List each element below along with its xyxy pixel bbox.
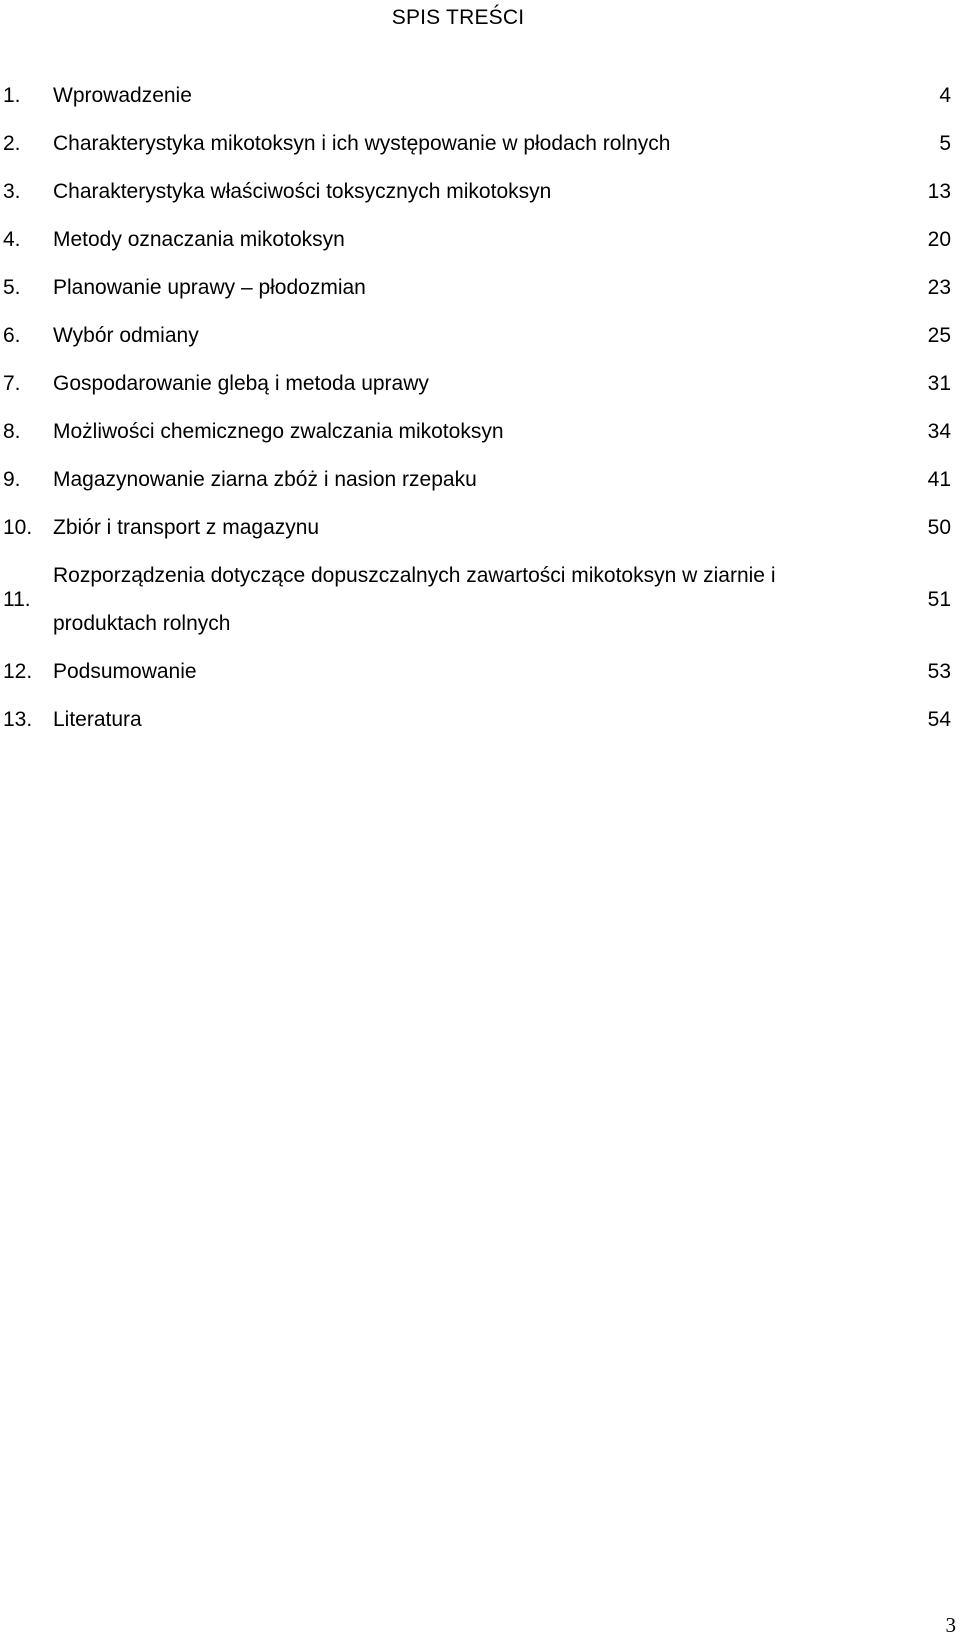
toc-entry-page: 13 bbox=[927, 180, 951, 203]
toc-entry-page: 31 bbox=[927, 372, 951, 395]
toc-entry-title: Charakterystyka mikotoksyn i ich występowanie w płodach rolnych bbox=[53, 132, 671, 155]
toc-entry-number: 13. bbox=[3, 708, 33, 731]
toc-entry bbox=[0, 168, 960, 216]
toc-entry-page: 5 bbox=[939, 132, 951, 155]
toc-entry-title: Literatura bbox=[53, 708, 142, 731]
toc-entry-title: Wybór odmiany bbox=[53, 324, 199, 347]
toc-entry-title: Gospodarowanie glebą i metoda uprawy bbox=[53, 372, 429, 395]
toc-entry-page: 25 bbox=[927, 324, 951, 347]
toc-entry bbox=[0, 360, 960, 408]
toc-entry-number: 3. bbox=[3, 180, 21, 203]
toc-entry-number: 12. bbox=[3, 660, 33, 683]
toc-entry bbox=[0, 312, 960, 360]
toc-entry-number: 4. bbox=[3, 228, 21, 251]
toc-entry-number: 9. bbox=[3, 468, 21, 491]
toc-entry-title: Magazynowanie ziarna zbóż i nasion rzepaku bbox=[53, 468, 477, 491]
toc-entry-title: Wprowadzenie bbox=[53, 84, 192, 107]
toc-entry-number: 11. bbox=[3, 588, 31, 611]
toc-entry bbox=[0, 504, 960, 552]
toc-entry bbox=[0, 216, 960, 264]
toc-entry bbox=[0, 648, 960, 696]
toc-entry-number: 6. bbox=[3, 324, 21, 347]
toc-entry bbox=[0, 696, 960, 744]
toc-entry-page: 51 bbox=[927, 588, 951, 611]
toc-entry-title: Planowanie uprawy – płodozmian bbox=[53, 276, 366, 299]
toc-entry-page: 54 bbox=[927, 708, 951, 731]
toc-entry-page: 50 bbox=[927, 516, 951, 539]
toc-entry-page: 53 bbox=[927, 660, 951, 683]
toc-entry-number: 5. bbox=[3, 276, 21, 299]
toc-entry bbox=[0, 120, 960, 168]
toc-entry-number: 10. bbox=[3, 516, 33, 539]
toc-entry-title: Metody oznaczania mikotoksyn bbox=[53, 228, 345, 251]
toc-entry-page: 34 bbox=[927, 420, 951, 443]
toc-entry-page: 20 bbox=[927, 228, 951, 251]
toc-entry bbox=[0, 264, 960, 312]
toc-entry-page: 23 bbox=[927, 276, 951, 299]
toc-entry bbox=[0, 456, 960, 504]
toc-entry-number: 7. bbox=[3, 372, 21, 395]
toc-entry-page: 41 bbox=[927, 468, 951, 491]
toc-entry-title: Charakterystyka właściwości toksycznych mikotoksyn bbox=[53, 180, 552, 203]
toc-entry-title: Rozporządzenia dotyczące dopuszczalnych zawartości mikotoksyn w ziarnie i produktach rolnych bbox=[53, 564, 776, 635]
toc-entry-title: Podsumowanie bbox=[53, 660, 197, 683]
toc-entry bbox=[0, 552, 960, 648]
table-of-contents bbox=[0, 72, 960, 744]
toc-entry-page: 4 bbox=[939, 84, 951, 107]
toc-entry-number: 8. bbox=[3, 420, 21, 443]
toc-entry bbox=[0, 408, 960, 456]
toc-entry-title: Możliwości chemicznego zwalczania mikotoksyn bbox=[53, 420, 504, 443]
toc-entry-number: 2. bbox=[3, 132, 21, 155]
toc-entry-number: 1. bbox=[3, 84, 21, 107]
toc-entry bbox=[0, 72, 960, 120]
page-title: SPIS TREŚCI bbox=[391, 6, 525, 29]
page-number: 3 bbox=[945, 1613, 956, 1637]
toc-entry-title: Zbiór i transport z magazynu bbox=[53, 516, 320, 539]
